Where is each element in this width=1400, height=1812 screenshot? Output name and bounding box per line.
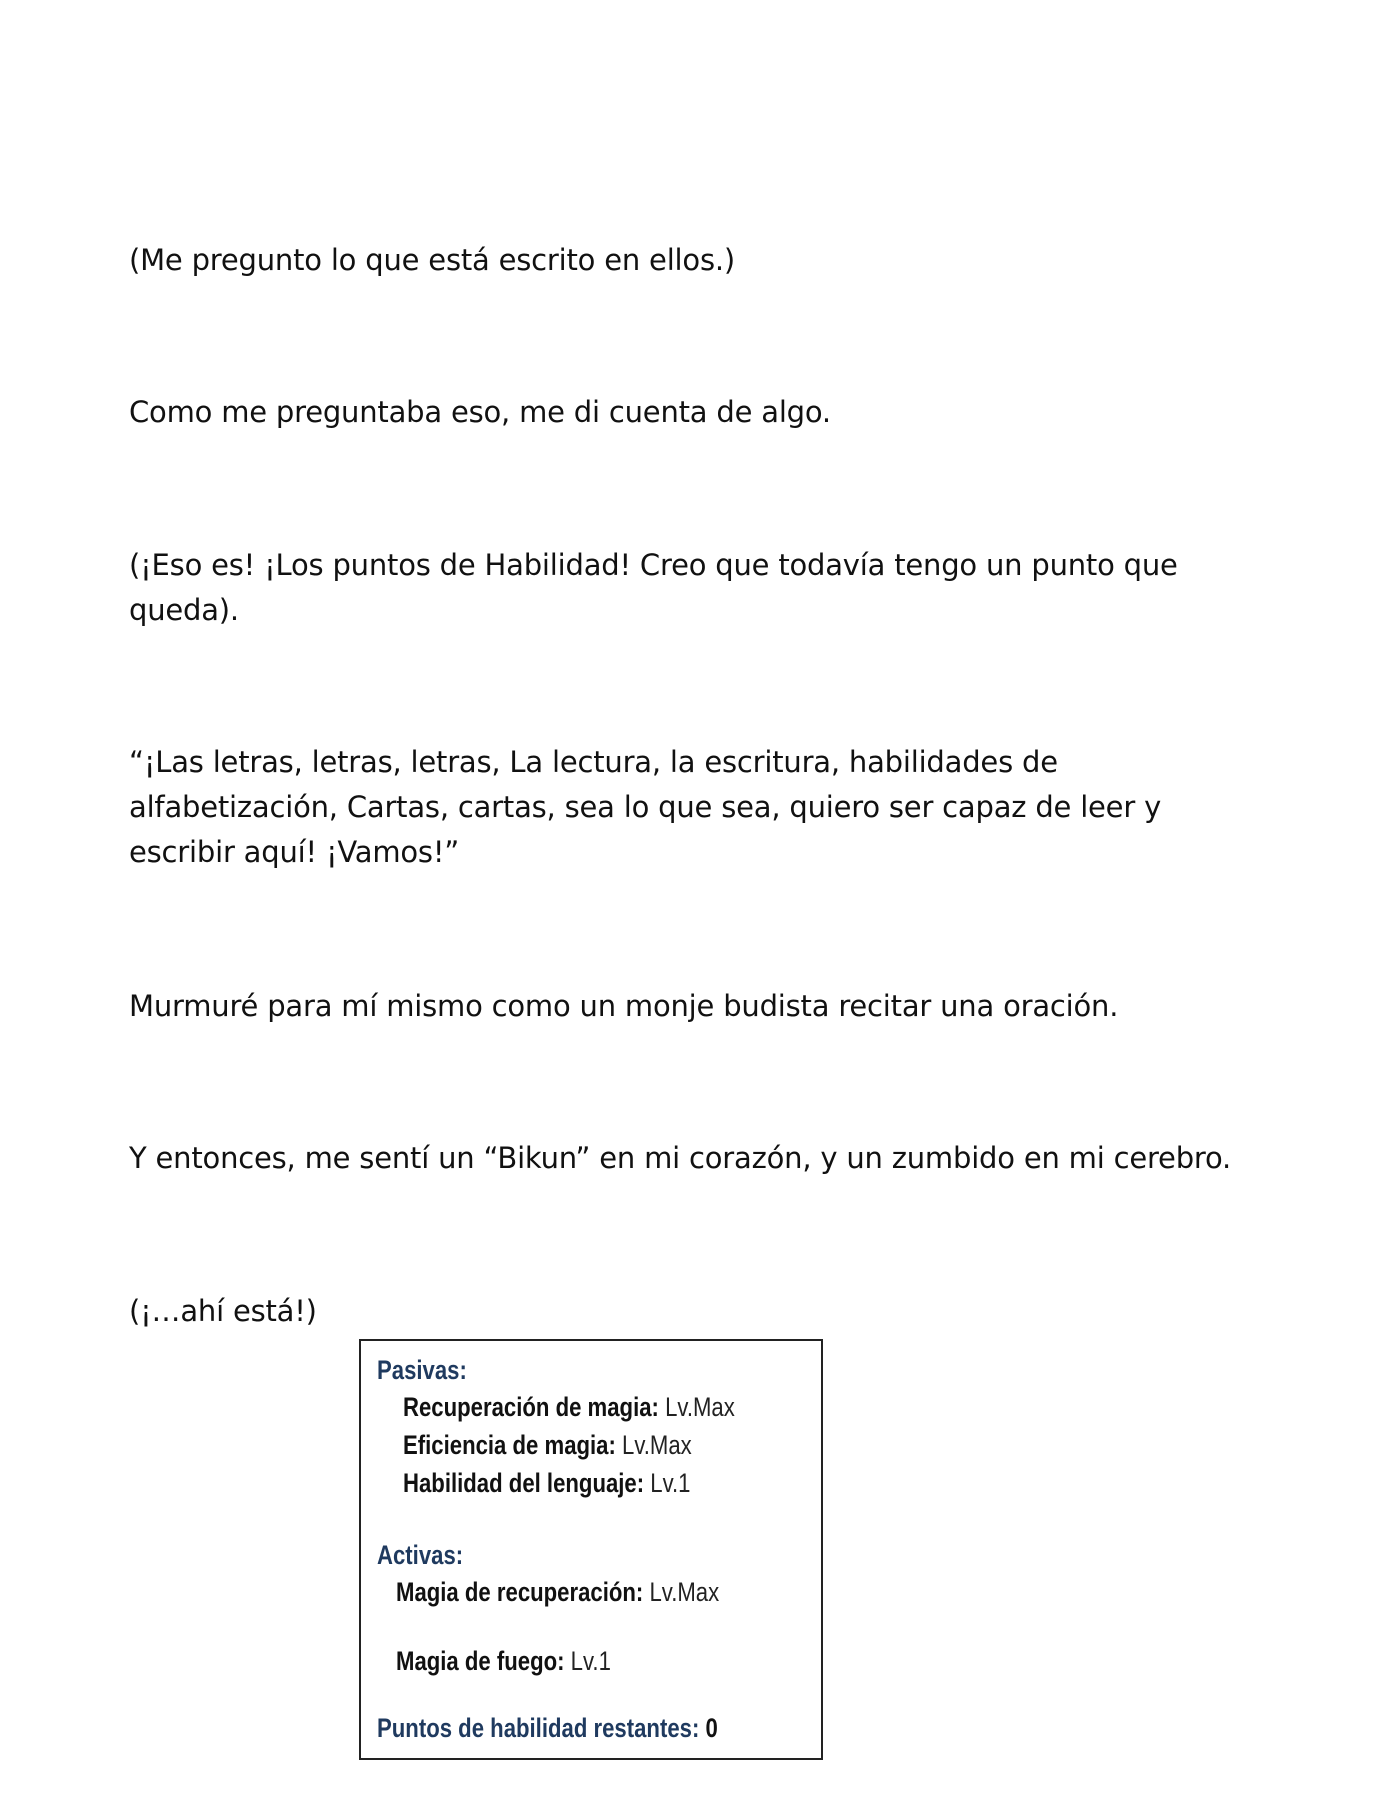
active-skill-row [396,1646,611,1677]
paragraph-bikun: Y entonces, me sentí un “Bikun” en mi corazón, y un zumbido en mi cerebro. [129,1141,1232,1175]
paragraph-wonder: (Me pregunto lo que está escrito en ellos.) [129,243,735,277]
skill-label: Eficiencia de magia: [403,1430,623,1460]
skill-level: Lv.1 [570,1646,611,1676]
skill-level: Lv.Max [665,1392,735,1422]
skill-level: Lv.Max [649,1577,720,1607]
skill-label: Magia de fuego: [396,1646,571,1676]
passive-skill-row [403,1468,690,1499]
paragraph-murmur: Murmuré para mí mismo como un monje budista recitar una oración. [129,989,1119,1023]
remaining-points-label: Puntos de habilidad restantes: [377,1713,706,1743]
actives-heading: Activas: [377,1540,464,1570]
skill-level: Lv.1 [650,1468,691,1498]
remaining-points-value: 0 [705,1713,718,1743]
skill-label: Recuperación de magia: [403,1392,666,1422]
passives-heading: Pasivas: [377,1355,467,1385]
remaining-points-row [377,1713,718,1744]
paragraph-skill-points: (¡Eso es! ¡Los puntos de Habilidad! Creo que todavía tengo un punto que queda). [129,548,1178,627]
paragraph-chant: “¡Las letras, letras, letras, La lectura, la escritura, habilidades de alfabetización, Cartas, cartas, sea lo que sea, quiero ser capaz de leer y escribir aquí! ¡Vamos!” [129,745,1162,869]
paragraph-realization: Como me preguntaba eso, me di cuenta de algo. [129,395,831,429]
active-skill-row [396,1577,719,1608]
passive-skill-row [403,1430,692,1461]
skill-level: Lv.Max [622,1430,692,1460]
skill-label: Habilidad del lenguaje: [403,1468,651,1498]
paragraph-there-it-is: (¡…ahí está!) [129,1294,317,1328]
status-box [359,1339,823,1760]
passive-skill-row [403,1392,735,1423]
skill-label: Magia de recuperación: [396,1577,650,1607]
